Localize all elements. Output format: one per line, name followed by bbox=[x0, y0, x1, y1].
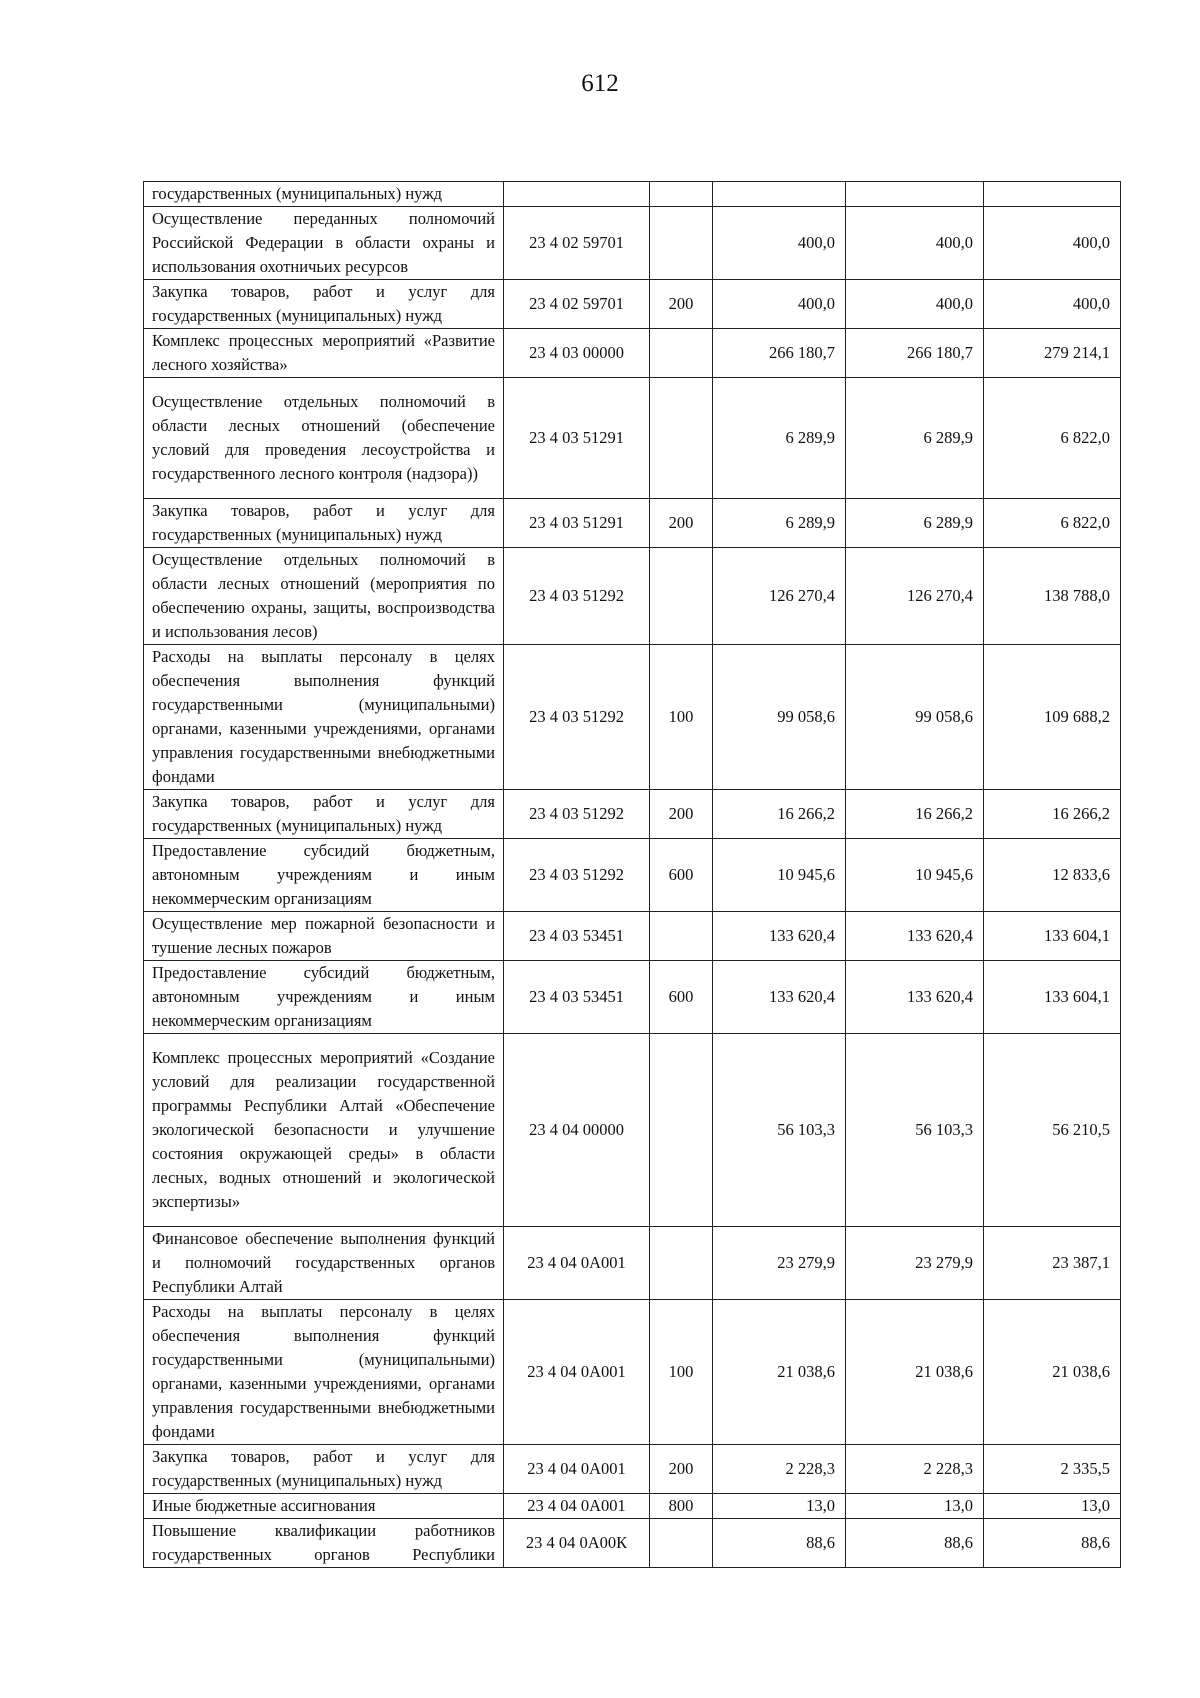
value-2024-cell: 16 266,2 bbox=[713, 790, 846, 839]
code-cell: 23 4 04 0А001 bbox=[504, 1300, 650, 1445]
value-2025-cell: 6 289,9 bbox=[846, 499, 984, 548]
value-2025-cell: 126 270,4 bbox=[846, 548, 984, 645]
name-cell: Закупка товаров, работ и услуг для государственных (муниципальных) нужд bbox=[144, 280, 504, 329]
name-cell: Осуществление отдельных полномочий в области лесных отношений (мероприятия по обеспечению охраны, защиты, воспроизводства и использования лесов) bbox=[144, 548, 504, 645]
value-2026-cell: 21 038,6 bbox=[984, 1300, 1121, 1445]
value-2026-cell: 88,6 bbox=[984, 1519, 1121, 1568]
name-cell: Предоставление субсидий бюджетным, автономным учреждениям и иным некоммерческим организациям bbox=[144, 961, 504, 1034]
code-cell: 23 4 03 51292 bbox=[504, 839, 650, 912]
value-2026-cell: 138 788,0 bbox=[984, 548, 1121, 645]
expense-type-cell: 200 bbox=[650, 1445, 713, 1494]
table-row bbox=[144, 329, 1121, 378]
name-cell: Комплекс процессных мероприятий «Развитие лесного хозяйства» bbox=[144, 329, 504, 378]
expense-type-cell bbox=[650, 548, 713, 645]
code-cell bbox=[504, 182, 650, 207]
value-2024-cell: 400,0 bbox=[713, 280, 846, 329]
name-cell: Осуществление переданных полномочий Российской Федерации в области охраны и использования охотничьих ресурсов bbox=[144, 207, 504, 280]
value-2025-cell: 16 266,2 bbox=[846, 790, 984, 839]
value-2024-cell: 133 620,4 bbox=[713, 912, 846, 961]
name-cell: Иные бюджетные ассигнования bbox=[144, 1494, 504, 1519]
value-2025-cell: 88,6 bbox=[846, 1519, 984, 1568]
table-row bbox=[144, 499, 1121, 548]
value-2025-cell: 266 180,7 bbox=[846, 329, 984, 378]
value-2025-cell: 400,0 bbox=[846, 280, 984, 329]
value-2024-cell: 133 620,4 bbox=[713, 961, 846, 1034]
name-cell: Осуществление мер пожарной безопасности и тушение лесных пожаров bbox=[144, 912, 504, 961]
value-2025-cell: 133 620,4 bbox=[846, 961, 984, 1034]
value-2026-cell: 56 210,5 bbox=[984, 1034, 1121, 1227]
expense-type-cell: 200 bbox=[650, 280, 713, 329]
value-2026-cell bbox=[984, 182, 1121, 207]
value-2024-cell: 56 103,3 bbox=[713, 1034, 846, 1227]
value-2026-cell: 13,0 bbox=[984, 1494, 1121, 1519]
value-2024-cell: 6 289,9 bbox=[713, 499, 846, 548]
table-row bbox=[144, 645, 1121, 790]
table-row bbox=[144, 378, 1121, 499]
name-cell: Закупка товаров, работ и услуг для государственных (муниципальных) нужд bbox=[144, 790, 504, 839]
expense-type-cell bbox=[650, 1227, 713, 1300]
value-2026-cell: 6 822,0 bbox=[984, 499, 1121, 548]
table-row bbox=[144, 912, 1121, 961]
code-cell: 23 4 04 0А001 bbox=[504, 1227, 650, 1300]
value-2025-cell: 99 058,6 bbox=[846, 645, 984, 790]
table-row bbox=[144, 1034, 1121, 1227]
table-row bbox=[144, 280, 1121, 329]
table-row bbox=[144, 1494, 1121, 1519]
value-2024-cell: 21 038,6 bbox=[713, 1300, 846, 1445]
code-cell: 23 4 02 59701 bbox=[504, 207, 650, 280]
code-cell: 23 4 03 00000 bbox=[504, 329, 650, 378]
name-cell: Комплекс процессных мероприятий «Создание условий для реализации государственной программы Республики Алтай «Обеспечение экологической безопасности и улучшение состояния окружающей среды» в области лесных, водных отношений и экологической экспертизы» bbox=[144, 1034, 504, 1227]
budget-table bbox=[143, 181, 1121, 1568]
name-cell: Закупка товаров, работ и услуг для государственных (муниципальных) нужд bbox=[144, 499, 504, 548]
value-2026-cell: 133 604,1 bbox=[984, 961, 1121, 1034]
name-cell: Осуществление отдельных полномочий в области лесных отношений (обеспечение условий для проведения лесоустройства и государственного лесного контроля (надзора)) bbox=[144, 378, 504, 499]
value-2024-cell: 23 279,9 bbox=[713, 1227, 846, 1300]
code-cell: 23 4 03 51291 bbox=[504, 499, 650, 548]
value-2024-cell: 400,0 bbox=[713, 207, 846, 280]
expense-type-cell: 100 bbox=[650, 645, 713, 790]
value-2025-cell: 21 038,6 bbox=[846, 1300, 984, 1445]
value-2026-cell: 400,0 bbox=[984, 280, 1121, 329]
table-row bbox=[144, 182, 1121, 207]
code-cell: 23 4 03 51292 bbox=[504, 548, 650, 645]
value-2025-cell: 23 279,9 bbox=[846, 1227, 984, 1300]
expense-type-cell: 100 bbox=[650, 1300, 713, 1445]
code-cell: 23 4 03 51292 bbox=[504, 790, 650, 839]
code-cell: 23 4 03 51291 bbox=[504, 378, 650, 499]
value-2025-cell bbox=[846, 182, 984, 207]
name-cell: Расходы на выплаты персоналу в целях обеспечения выполнения функций государственными (муниципальными) органами, казенными учреждениями, органами управления государственными внебюджетными фондами bbox=[144, 645, 504, 790]
expense-type-cell: 800 bbox=[650, 1494, 713, 1519]
expense-type-cell: 200 bbox=[650, 499, 713, 548]
value-2026-cell: 400,0 bbox=[984, 207, 1121, 280]
value-2024-cell: 266 180,7 bbox=[713, 329, 846, 378]
value-2024-cell bbox=[713, 182, 846, 207]
expense-type-cell: 200 bbox=[650, 790, 713, 839]
value-2024-cell: 2 228,3 bbox=[713, 1445, 846, 1494]
value-2025-cell: 10 945,6 bbox=[846, 839, 984, 912]
name-cell: Расходы на выплаты персоналу в целях обеспечения выполнения функций государственными (муниципальными) органами, казенными учреждениями, органами управления государственными внебюджетными фондами bbox=[144, 1300, 504, 1445]
value-2025-cell: 133 620,4 bbox=[846, 912, 984, 961]
value-2026-cell: 6 822,0 bbox=[984, 378, 1121, 499]
value-2024-cell: 10 945,6 bbox=[713, 839, 846, 912]
code-cell: 23 4 04 0А00К bbox=[504, 1519, 650, 1568]
value-2024-cell: 6 289,9 bbox=[713, 378, 846, 499]
expense-type-cell bbox=[650, 182, 713, 207]
value-2026-cell: 2 335,5 bbox=[984, 1445, 1121, 1494]
code-cell: 23 4 04 00000 bbox=[504, 1034, 650, 1227]
expense-type-cell bbox=[650, 207, 713, 280]
name-cell: Повышение квалификации работников государственных органов Республики bbox=[144, 1519, 504, 1568]
table-row bbox=[144, 790, 1121, 839]
value-2025-cell: 400,0 bbox=[846, 207, 984, 280]
name-cell: Предоставление субсидий бюджетным, автономным учреждениям и иным некоммерческим организациям bbox=[144, 839, 504, 912]
name-cell: Финансовое обеспечение выполнения функций и полномочий государственных органов Республики Алтай bbox=[144, 1227, 504, 1300]
value-2025-cell: 6 289,9 bbox=[846, 378, 984, 499]
value-2024-cell: 88,6 bbox=[713, 1519, 846, 1568]
table-row bbox=[144, 207, 1121, 280]
table-row bbox=[144, 1227, 1121, 1300]
table-row bbox=[144, 1300, 1121, 1445]
code-cell: 23 4 03 53451 bbox=[504, 961, 650, 1034]
value-2025-cell: 13,0 bbox=[846, 1494, 984, 1519]
table-row bbox=[144, 548, 1121, 645]
value-2026-cell: 109 688,2 bbox=[984, 645, 1121, 790]
code-cell: 23 4 04 0А001 bbox=[504, 1445, 650, 1494]
table-row bbox=[144, 1445, 1121, 1494]
page-number: 612 bbox=[581, 70, 619, 97]
value-2026-cell: 279 214,1 bbox=[984, 329, 1121, 378]
value-2025-cell: 56 103,3 bbox=[846, 1034, 984, 1227]
code-cell: 23 4 02 59701 bbox=[504, 280, 650, 329]
name-cell: Закупка товаров, работ и услуг для государственных (муниципальных) нужд bbox=[144, 1445, 504, 1494]
expense-type-cell bbox=[650, 912, 713, 961]
expense-type-cell: 600 bbox=[650, 839, 713, 912]
expense-type-cell bbox=[650, 378, 713, 499]
code-cell: 23 4 04 0А001 bbox=[504, 1494, 650, 1519]
code-cell: 23 4 03 53451 bbox=[504, 912, 650, 961]
value-2024-cell: 126 270,4 bbox=[713, 548, 846, 645]
value-2026-cell: 133 604,1 bbox=[984, 912, 1121, 961]
expense-type-cell: 600 bbox=[650, 961, 713, 1034]
code-cell: 23 4 03 51292 bbox=[504, 645, 650, 790]
expense-type-cell bbox=[650, 1519, 713, 1568]
expense-type-cell bbox=[650, 1034, 713, 1227]
value-2024-cell: 13,0 bbox=[713, 1494, 846, 1519]
table-row bbox=[144, 1519, 1121, 1568]
expense-type-cell bbox=[650, 329, 713, 378]
table-row bbox=[144, 961, 1121, 1034]
name-cell: государственных (муниципальных) нужд bbox=[144, 182, 504, 207]
value-2026-cell: 23 387,1 bbox=[984, 1227, 1121, 1300]
value-2025-cell: 2 228,3 bbox=[846, 1445, 984, 1494]
value-2024-cell: 99 058,6 bbox=[713, 645, 846, 790]
value-2026-cell: 16 266,2 bbox=[984, 790, 1121, 839]
value-2026-cell: 12 833,6 bbox=[984, 839, 1121, 912]
budget-table-body bbox=[144, 182, 1121, 1568]
table-row bbox=[144, 839, 1121, 912]
